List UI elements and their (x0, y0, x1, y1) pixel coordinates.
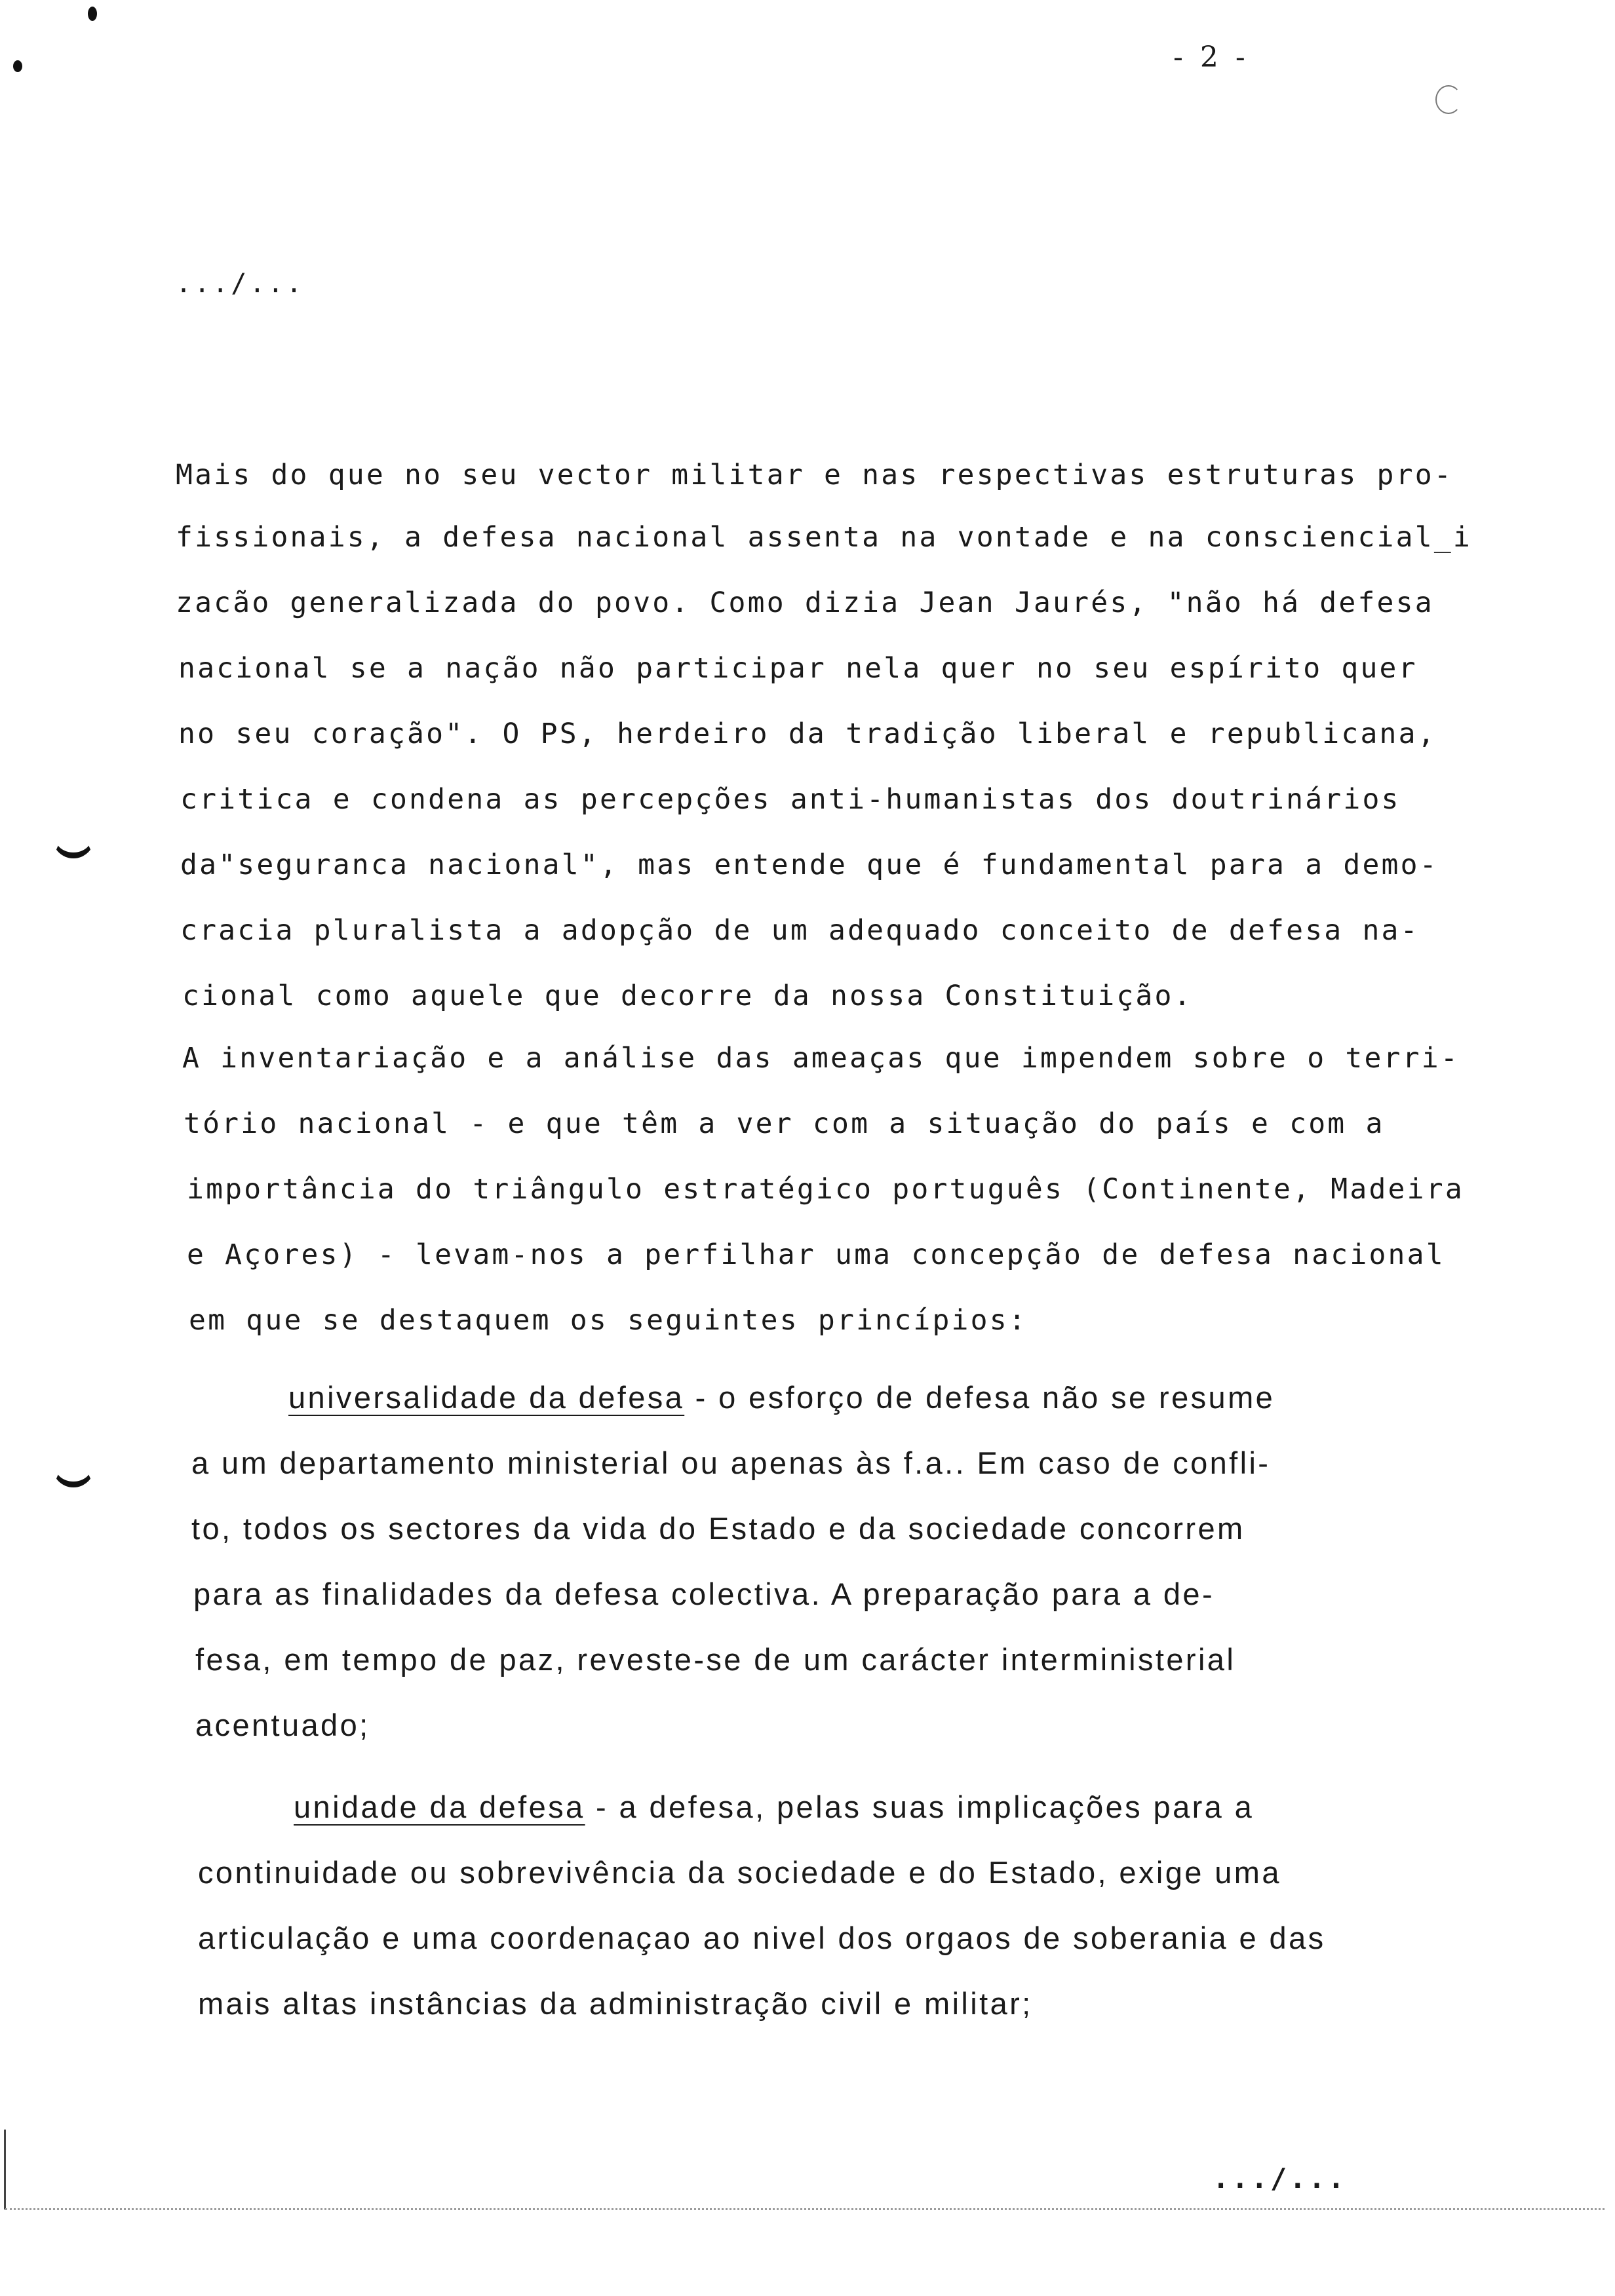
paragraph1-line: fissionais, a defesa nacional assenta na vontade e na consciencial_i (176, 521, 1472, 554)
item2-line: mais altas instâncias da administração civil e militar; (198, 1986, 1033, 2021)
paragraph1-line: cracia pluralista a adopção de um adequado conceito de defesa na- (180, 914, 1420, 947)
margin-mark-1 (52, 816, 94, 858)
scan-bottom-line (5, 2208, 1605, 2210)
continuation-marker-bottom: .../... (1213, 2162, 1348, 2194)
item2-first-line (294, 1789, 1254, 1825)
scan-edge-line (4, 2130, 6, 2210)
paragraph1-line: cional como aquele que decorre da nossa Constituição. (182, 980, 1193, 1012)
item2-term: unidade da defesa (294, 1789, 585, 1824)
page-number: - 2 - (1173, 41, 1249, 74)
item1-line: para as finalidades da defesa colectiva. A preparação para a de- (193, 1577, 1215, 1611)
paragraph1-line: Mais do que no seu vector militar e nas respectivas estruturas pro- (176, 459, 1453, 491)
paragraph1-line: no seu coração". O PS, herdeiro da tradição liberal e republicana, (178, 718, 1437, 750)
paragraph2-line: importância do triângulo estratégico português (Continente, Madeira (187, 1173, 1464, 1206)
item1-term: universalidade da defesa (288, 1380, 685, 1415)
continuation-marker-top: .../... (176, 269, 305, 299)
item1-first-line-rest: - o esforço de defesa não se resume (684, 1380, 1275, 1415)
item1-first-line (288, 1379, 1275, 1415)
item2-first-line-rest: - a defesa, pelas suas implicações para a (585, 1789, 1255, 1824)
paragraph1-line: nacional se a nação não participar nela quer no seu espírito quer (178, 652, 1418, 685)
item1-line: fesa, em tempo de paz, reveste-se de um carácter interministerial (195, 1642, 1236, 1677)
item2-line: articulação e uma coordenaçao ao nivel dos orgaos de soberania e das (198, 1921, 1326, 1955)
item1-line: a um departamento ministerial ou apenas às f.a.. Em caso de confli- (191, 1445, 1271, 1480)
paragraph1-line: critica e condena as percepções anti-humanistas dos doutrinários (180, 783, 1401, 816)
item1-line: to, todos os sectores da vida do Estado e da sociedade concorrem (191, 1511, 1245, 1546)
paragraph2-line: em que se destaquem os seguintes princípios: (189, 1304, 1028, 1337)
paragraph1-line: zacão generalizada do povo. Como dizia Jean Jaurés, "não há defesa (176, 586, 1434, 619)
margin-mark-2 (52, 1445, 94, 1487)
corner-stamp-mark (1435, 85, 1462, 114)
item1-line: acentuado; (195, 1708, 370, 1742)
scan-speck-left (13, 60, 22, 72)
paragraph2-line: e Açores) - levam-nos a perfilhar uma concepção de defesa nacional (187, 1238, 1445, 1271)
paragraph2-line: A inventariação e a análise das ameaças que impendem sobre o terri- (182, 1042, 1460, 1075)
paragraph1-line: da"seguranca nacional", mas entende que é fundamental para a demo- (180, 849, 1439, 881)
scan-speck-top (88, 7, 97, 21)
item2-line: continuidade ou sobrevivência da sociedade e do Estado, exige uma (198, 1855, 1281, 1890)
paragraph2-line: tório nacional - e que têm a ver com a situação do país e com a (184, 1107, 1385, 1140)
